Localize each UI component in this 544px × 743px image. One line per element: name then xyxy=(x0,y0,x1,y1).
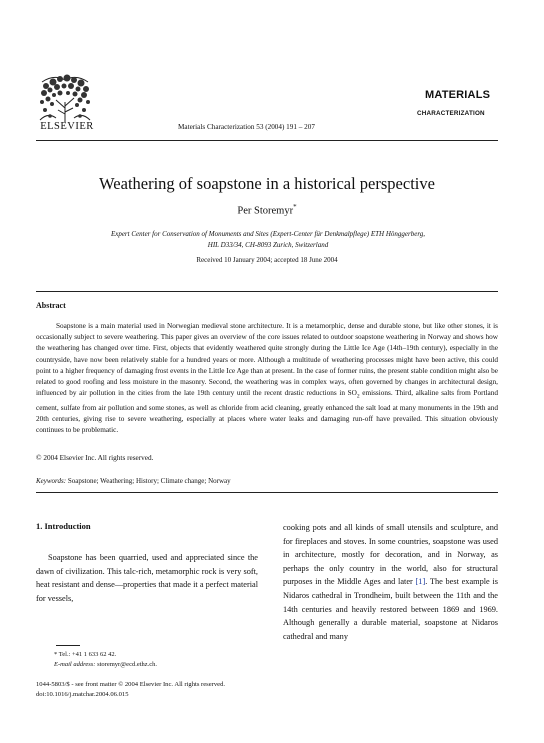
article-title: Weathering of soapstone in a historical perspective xyxy=(99,174,435,193)
abstract-text-part1: Soapstone is a main material used in Norwegian medieval stone architecture. It is a metamorphic, dense and durable stone, but like other stones, it is occasionally subject to severe weathering. This paper gives an overview of the core issues related to outdoor soapstone weathering in Norway and shows how the weathering has changed over time. First, objects that evidently weathered quite strongly during the Little Ice Age (14th–19th century), especially in the countryside, have now been relatively stable for a hundred years or more. Although a multitude of weathering processes might have been active, this could point to a higher frequency of damaging frost events in the Little Ice Age than at present. In the case of former ruins, the present stable condition might also be related to good roofing and less moisture in the masonry. Second, the weathering was in complex ways, often governed by changes in architectural design, influenced by air pollution in the cities from the late 19th century until the recent drastic reductions in SO xyxy=(36,322,498,398)
elsevier-tree-logo xyxy=(36,72,94,124)
keywords-label: Keywords: xyxy=(36,477,67,485)
keywords-list: Soapstone; Weathering; History; Climate change; Norway xyxy=(66,477,231,485)
issn-line: 1044-5803/$ - see front matter © 2004 Elsevier Inc. All rights reserved. xyxy=(36,681,226,688)
email-label: E-mail address: xyxy=(54,661,96,668)
abstract-heading: Abstract xyxy=(36,301,66,310)
footnote-email xyxy=(54,661,157,668)
author-footnote-mark: * xyxy=(293,203,297,211)
body-left-column xyxy=(36,521,258,605)
publisher-name: ELSEVIER xyxy=(40,121,94,132)
issn-doi-block xyxy=(36,680,225,699)
author-affiliation xyxy=(90,229,446,251)
footnote-rule xyxy=(56,645,80,646)
journal-logo-line2: CHARACTERIZATION xyxy=(417,110,485,117)
email-address[interactable]: storemyr@ecd.ethz.ch. xyxy=(95,661,158,668)
journal-logo-line1: MATERIALS xyxy=(425,89,491,101)
abstract-subscript: 2 xyxy=(356,393,360,400)
abstract-text-part2: emissions. Third, alkaline salts from Portland cement, sulfate from air pollution and some stones, as well as chloride from acid cleaning, greatly enhanced the salt load at many monuments in the 19th and 20th centuries, giving rise to severe weathering, especially at places where water leaks and damaging run-off have prevailed. This situation obviously continues to be problematic. xyxy=(36,389,498,435)
body-right-column xyxy=(283,521,498,643)
elsevier-tree-icon xyxy=(36,72,94,124)
citation-link[interactable]: [1] xyxy=(415,577,426,587)
abstract-bottom-rule xyxy=(36,492,498,493)
intro-paragraph-right xyxy=(283,521,498,643)
author-line xyxy=(36,203,498,217)
abstract-body xyxy=(36,321,498,436)
affiliation-line-1: Expert Center for Conservation of Monuments and Sites (Expert-Center für Denkmalpflege) ETH Hönggerberg, xyxy=(110,230,426,238)
section-heading: 1. Introduction xyxy=(36,521,91,531)
author-name: Per Storemyr xyxy=(237,205,294,217)
keywords xyxy=(36,477,231,485)
intro-right-part2: . The best example is Nidaros cathedral in Trondheim, built between the 11th and the 14th centuries and heavily restored between 1869 and 1969. Although generally a durable material, soapstone at Nidaros cathedral and many xyxy=(283,577,498,641)
journal-citation: Materials Characterization 53 (2004) 191 – 207 xyxy=(178,123,315,131)
header-rule xyxy=(36,140,498,141)
abstract-copyright: © 2004 Elsevier Inc. All rights reserved. xyxy=(36,454,154,462)
intro-paragraph-left: Soapstone has been quarried, used and appreciated since the dawn of civilization. This talc-rich, metamorphic rock is very soft, heat resistant and dense—properties that made it a perfect material for vessels, xyxy=(36,553,258,603)
footnote-telephone: * Tel.: +41 1 633 62 42. xyxy=(54,651,117,658)
affiliation-line-2: HIL D33/34, CH-8093 Zurich, Switzerland xyxy=(207,241,329,249)
doi-line[interactable]: doi:10.1016/j.matchar.2004.06.015 xyxy=(36,690,129,698)
abstract-top-rule xyxy=(36,291,498,292)
intro-right-part1: cooking pots and all kinds of small utensils and sculpture, and for fireplaces and stoves. In some countries, soapstone was used in architecture, mostly for decoration, and in Norway, as perhaps the only country in the world, also for structural purposes in the Middle Ages and later xyxy=(283,523,498,587)
received-dates: Received 10 January 2004; accepted 18 June 2004 xyxy=(196,256,338,264)
